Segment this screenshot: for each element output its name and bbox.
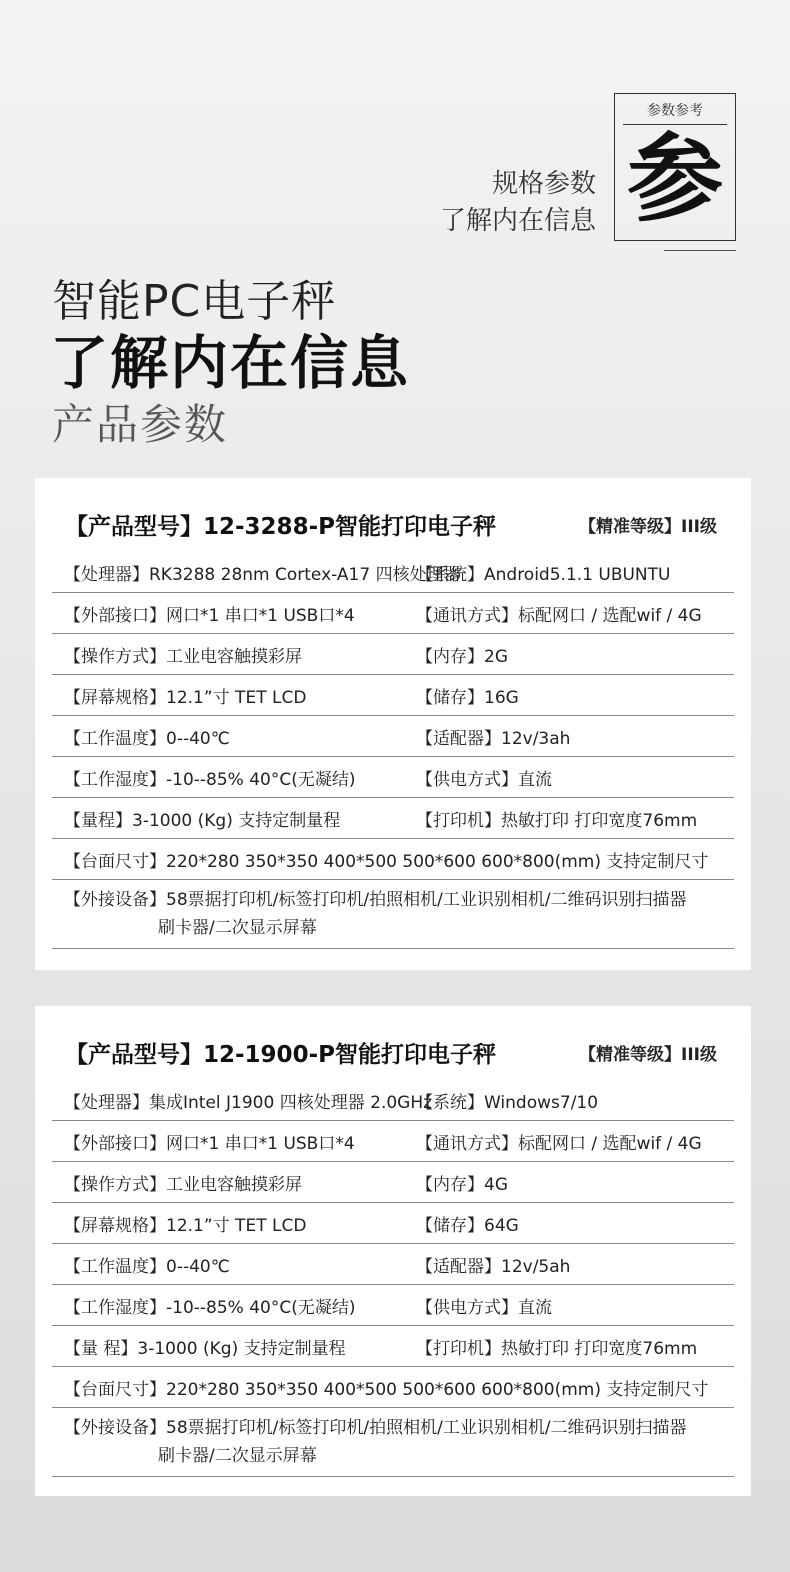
badge-character: 参: [627, 123, 723, 235]
spec-cell: 【处理器】集成Intel J1900 四核处理器 2.0GHz: [64, 1092, 433, 1113]
spec-card: [35, 478, 751, 970]
title-headline: 了解内在信息: [50, 329, 411, 397]
spec-cell: 【处理器】RK3288 28nm Cortex-A17 四核处理器: [64, 564, 461, 585]
spec-row-size: [52, 839, 734, 880]
accuracy-grade: 【精准等级】III级: [579, 1044, 717, 1065]
spec-row: [52, 716, 734, 757]
spec-row: [52, 675, 734, 716]
spec-row: [52, 1244, 734, 1285]
spec-cell: 【打印机】热敏打印 打印宽度76mm: [416, 810, 698, 831]
model-title: 【产品型号】12-3288-P智能打印电子秤: [65, 513, 496, 540]
spec-cell: 【系统】Android5.1.1 UBUNTU: [416, 564, 671, 585]
spec-row: [52, 1162, 734, 1203]
spec-cell: 【操作方式】工业电容触摸彩屏: [64, 646, 302, 667]
param-badge: [614, 93, 736, 241]
model-header: [65, 1032, 721, 1072]
spec-row: [52, 1285, 734, 1326]
spec-cell: 【屏幕规格】12.1”寸 TET LCD: [64, 1215, 307, 1236]
spec-row: [52, 757, 734, 798]
spec-cell: 【储存】64G: [416, 1215, 519, 1236]
spec-row-size: [52, 1367, 734, 1408]
table-size-cell: 【台面尺寸】220*280 350*350 400*500 500*600 600*800(mm) 支持定制尺寸: [64, 1379, 709, 1400]
spec-cell: 【通讯方式】标配网口 / 选配wif / 4G: [416, 605, 702, 626]
spec-row: [52, 634, 734, 675]
side-caption-line-2: 了解内在信息: [439, 206, 596, 236]
devices-line-2: 刷卡器/二次显示屏幕: [158, 918, 317, 938]
spec-table: [52, 552, 734, 949]
spec-cell: 【系统】Windows7/10: [416, 1092, 599, 1113]
spec-cell: 【外部接口】网口*1 串口*1 USB口*4: [64, 1133, 355, 1154]
model-title: 【产品型号】12-1900-P智能打印电子秤: [65, 1041, 496, 1068]
spec-cell: 【储存】16G: [416, 687, 519, 708]
spec-cell: 【外部接口】网口*1 串口*1 USB口*4: [64, 605, 355, 626]
spec-row-devices: [52, 1408, 734, 1477]
spec-row: [52, 552, 734, 593]
spec-table: [52, 1080, 734, 1477]
spec-cell: 【屏幕规格】12.1”寸 TET LCD: [64, 687, 307, 708]
spec-card: [35, 1006, 751, 1496]
spec-cell: 【适配器】12v/5ah: [416, 1256, 571, 1277]
spec-cell: 【工作湿度】-10--85% 40°C(无凝结): [64, 769, 356, 790]
badge-caption: 参数参考: [647, 103, 703, 119]
spec-row: [52, 1080, 734, 1121]
spec-row: [52, 593, 734, 634]
spec-cell: 【操作方式】工业电容触摸彩屏: [64, 1174, 302, 1195]
spec-cell: 【内存】2G: [416, 646, 508, 667]
spec-cell: 【工作温度】0--40℃: [64, 728, 230, 749]
spec-cell: 【工作温度】0--40℃: [64, 1256, 230, 1277]
side-caption-line-1: 规格参数: [491, 169, 596, 199]
spec-row: [52, 798, 734, 839]
spec-row: [52, 1203, 734, 1244]
title-section: 产品参数: [52, 400, 229, 449]
accuracy-grade: 【精准等级】III级: [579, 516, 717, 537]
badge-underline: [664, 250, 736, 251]
model-header: [65, 504, 721, 544]
devices-line-2: 刷卡器/二次显示屏幕: [158, 1446, 317, 1466]
devices-line-1: 【外接设备】58票据打印机/标签打印机/拍照相机/工业识别相机/二维码识别扫描器: [64, 890, 687, 910]
spec-cell: 【供电方式】直流: [416, 1297, 552, 1318]
spec-cell: 【通讯方式】标配网口 / 选配wif / 4G: [416, 1133, 702, 1154]
spec-cell: 【打印机】热敏打印 打印宽度76mm: [416, 1338, 698, 1359]
title-product-name: 智能PC电子秤: [52, 276, 337, 327]
spec-row-devices: [52, 880, 734, 949]
spec-cell: 【供电方式】直流: [416, 769, 552, 790]
spec-row: [52, 1121, 734, 1162]
spec-cell: 【适配器】12v/3ah: [416, 728, 571, 749]
spec-cell: 【内存】4G: [416, 1174, 508, 1195]
spec-cell: 【量程】3-1000 (Kg) 支持定制量程: [64, 810, 341, 831]
spec-row: [52, 1326, 734, 1367]
spec-cell: 【工作湿度】-10--85% 40°C(无凝结): [64, 1297, 356, 1318]
spec-cell: 【量 程】3-1000 (Kg) 支持定制量程: [64, 1338, 346, 1359]
table-size-cell: 【台面尺寸】220*280 350*350 400*500 500*600 600*800(mm) 支持定制尺寸: [64, 851, 709, 872]
devices-line-1: 【外接设备】58票据打印机/标签打印机/拍照相机/工业识别相机/二维码识别扫描器: [64, 1418, 687, 1438]
side-caption: [440, 166, 596, 240]
